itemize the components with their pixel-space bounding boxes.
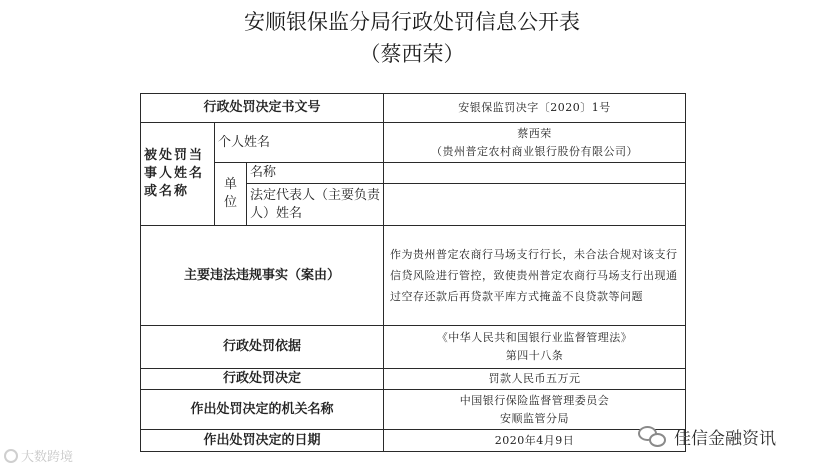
decision-value: 罚款人民币五万元 xyxy=(384,369,686,390)
table-row xyxy=(141,94,686,123)
watermark-left xyxy=(4,446,73,465)
authority-label: 作出处罚决定的机关名称 xyxy=(141,390,384,430)
watermark-logo-icon xyxy=(4,449,18,463)
unit-label: 单位 xyxy=(215,163,247,226)
legal-rep-value xyxy=(384,184,686,226)
person-name-cell xyxy=(384,123,686,163)
violation-label: 主要违法违规事实（案由） xyxy=(141,226,384,326)
table-row xyxy=(141,123,686,163)
unit-name-value xyxy=(384,163,686,184)
watermark-right-text: 佳信金融资讯 xyxy=(674,429,776,449)
doc-number-value: 安银保监罚决字〔2020〕1号 xyxy=(384,94,686,123)
authority-name-line1: 中国银行保险监督管理委员会 xyxy=(459,393,610,407)
table-row xyxy=(141,430,686,452)
basis-cell xyxy=(384,326,686,369)
table-row xyxy=(141,326,686,369)
watermark-right xyxy=(638,424,776,449)
date-label: 作出处罚决定的日期 xyxy=(141,430,384,452)
legal-rep-label: 法定代表人（主要负责人）姓名 xyxy=(247,184,384,226)
basis-article: 第四十八条 xyxy=(505,349,564,362)
page-title: 安顺银保监分局行政处罚信息公开表 xyxy=(244,10,580,34)
person-org-value: （贵州普定农村商业银行股份有限公司） xyxy=(431,144,639,158)
decision-label: 行政处罚决定 xyxy=(141,369,384,390)
authority-name-line2: 安顺监管分局 xyxy=(500,411,570,425)
table-row xyxy=(141,369,686,390)
table-row xyxy=(141,390,686,430)
page-subtitle: （蔡西荣） xyxy=(359,42,465,66)
party-label: 被处罚当事人姓名或名称 xyxy=(141,123,215,226)
basis-law: 《中华人民共和国银行业监督管理法》 xyxy=(436,331,633,344)
basis-label: 行政处罚依据 xyxy=(141,326,384,369)
person-name-label: 个人姓名 xyxy=(215,123,384,163)
person-name-value: 蔡西荣 xyxy=(517,126,552,140)
date-value: 2020年4月9日 xyxy=(384,430,686,452)
doc-number-label: 行政处罚决定书文号 xyxy=(141,94,384,123)
penalty-info-table xyxy=(140,93,686,452)
watermark-left-text: 大数跨境 xyxy=(21,450,74,465)
table-row xyxy=(141,163,686,184)
table-row xyxy=(141,226,686,326)
wechat-icon xyxy=(638,425,668,449)
violation-value: 作为贵州普定农商行马场支行行长，未合法合规对该支行信贷风险进行管控，致使贵州普定农商行马场支行出现通过空存还款后再贷款平库方式掩盖不良贷款等问题 xyxy=(384,226,686,326)
unit-name-label: 名称 xyxy=(247,163,384,184)
